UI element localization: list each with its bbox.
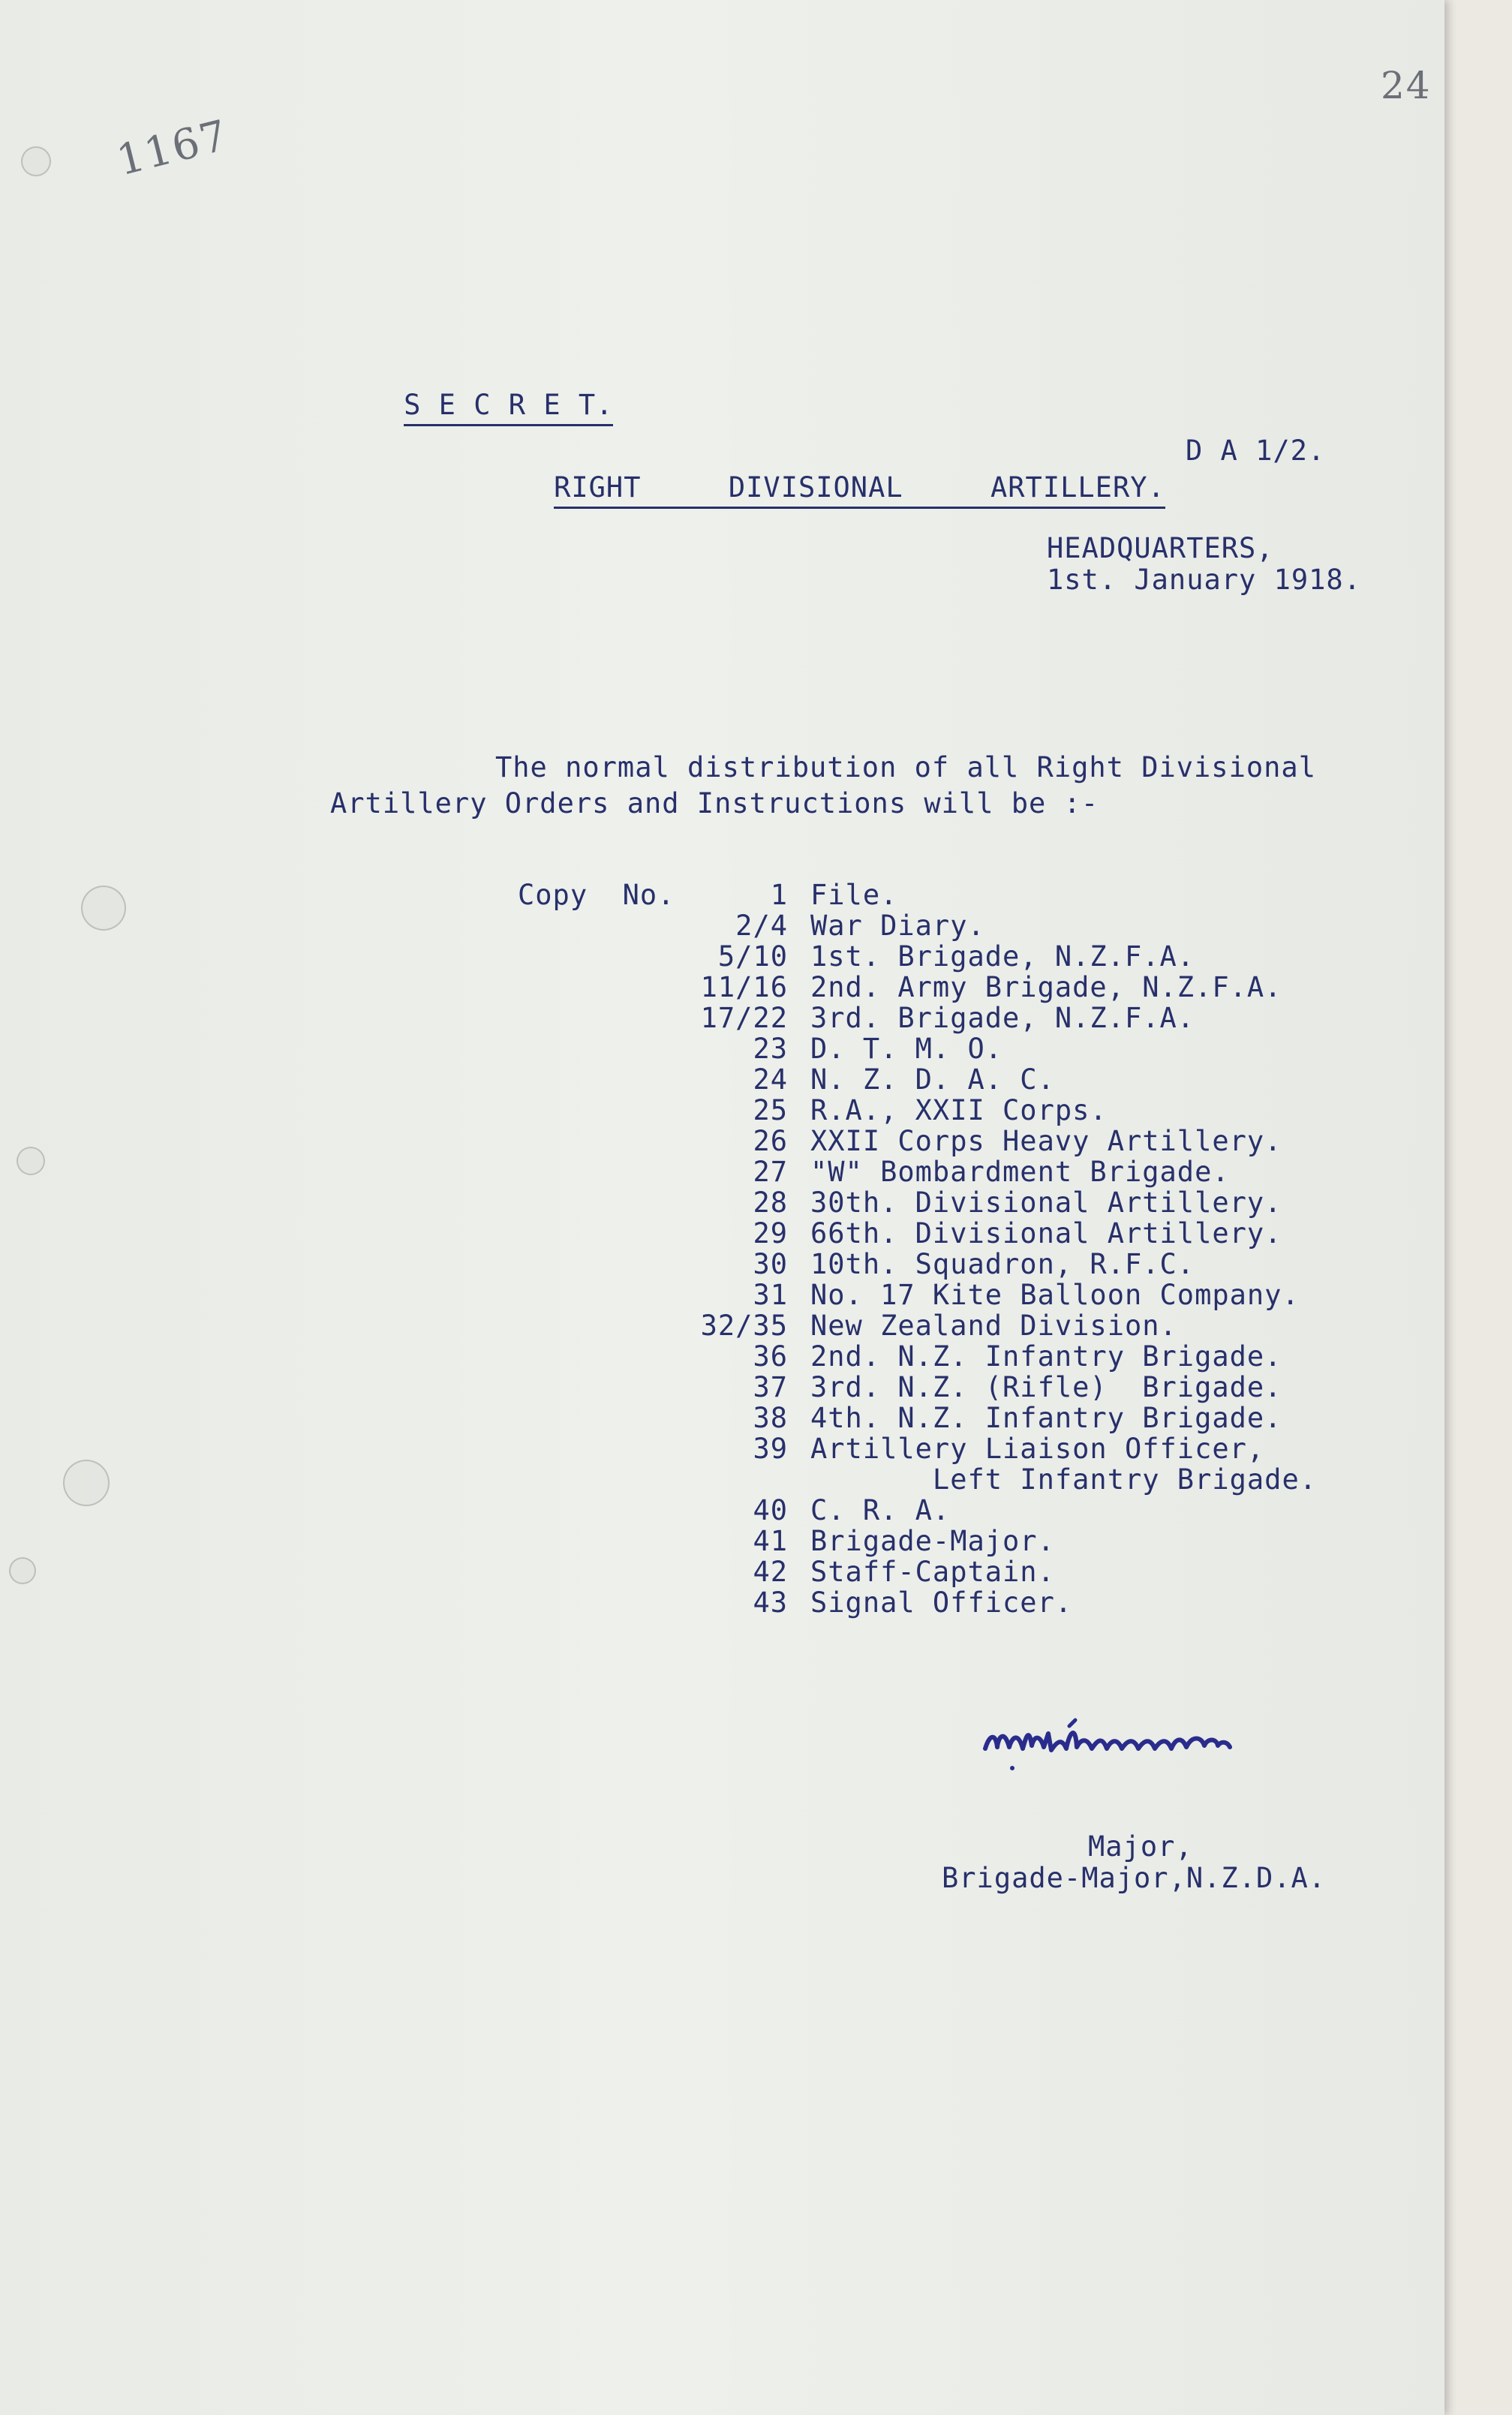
list-item <box>660 1587 1317 1618</box>
recipient: Artillery Liaison Officer, <box>810 1433 1265 1465</box>
recipient: Staff-Captain. <box>810 1556 1055 1588</box>
copy-number-label: Copy No. <box>518 879 675 911</box>
handwritten-signature <box>979 1704 1264 1786</box>
copy-number: 29 <box>753 1217 788 1250</box>
archive-number-stamp: 1167 <box>112 110 234 186</box>
list-item <box>660 1218 1317 1249</box>
list-item <box>660 910 1317 941</box>
list-item <box>660 1372 1317 1403</box>
copy-number: 36 <box>753 1340 788 1373</box>
recipient: C. R. A. <box>810 1494 951 1526</box>
copy-number: 5/10 <box>717 940 788 973</box>
intro-line-2: Artillery Orders and Instructions will be :- <box>330 787 1099 820</box>
recipient: 3rd. N.Z. (Rifle) Brigade. <box>810 1371 1282 1403</box>
copy-number: 43 <box>753 1586 788 1619</box>
copy-number: 28 <box>753 1186 788 1219</box>
recipient: 2nd. Army Brigade, N.Z.F.A. <box>810 971 1282 1003</box>
list-item <box>660 1464 1317 1495</box>
recipient: No. 17 Kite Balloon Company. <box>810 1279 1300 1311</box>
unit-title: RIGHT DIVISIONAL ARTILLERY. <box>554 471 1165 509</box>
recipient: 30th. Divisional Artillery. <box>810 1186 1282 1219</box>
list-item <box>660 1187 1317 1218</box>
classification-text: S E C R E T. <box>404 389 613 426</box>
punch-hole <box>9 1557 36 1584</box>
list-item <box>660 1064 1317 1095</box>
signatory-title: Brigade-Major,N.Z.D.A. <box>942 1862 1327 1894</box>
copy-number: 38 <box>753 1402 788 1434</box>
copy-number: 27 <box>753 1156 788 1188</box>
location-line: HEADQUARTERS, <box>1047 532 1274 564</box>
intro-line-1: The normal distribution of all Right Divisional <box>495 751 1316 783</box>
recipient: 2nd. N.Z. Infantry Brigade. <box>810 1340 1282 1373</box>
recipient: File. <box>810 879 898 911</box>
copy-number <box>660 1464 810 1495</box>
list-item <box>660 972 1317 1003</box>
recipient: XXII Corps Heavy Artillery. <box>810 1125 1282 1157</box>
recipient: Signal Officer. <box>810 1586 1073 1619</box>
recipient: 66th. Divisional Artillery. <box>810 1217 1282 1250</box>
copy-number: 40 <box>753 1494 788 1526</box>
list-item <box>660 1526 1317 1556</box>
list-item <box>660 1280 1317 1310</box>
punch-hole <box>63 1460 110 1506</box>
copy-number: 31 <box>753 1279 788 1311</box>
unit-heading <box>484 441 1165 534</box>
list-item <box>660 1249 1317 1280</box>
list-item <box>660 1556 1317 1587</box>
copy-number: 39 <box>753 1433 788 1465</box>
list-item <box>660 1310 1317 1341</box>
recipient: War Diary. <box>810 910 985 942</box>
copy-number: 2/4 <box>735 910 788 942</box>
recipient: D. T. M. O. <box>810 1033 1003 1065</box>
list-item <box>660 1003 1317 1033</box>
recipient: Brigade-Major. <box>810 1525 1055 1557</box>
copy-number: 11/16 <box>700 971 788 1003</box>
copy-number: 1 <box>770 879 788 911</box>
folio-number: 24 <box>1381 64 1432 107</box>
copy-number: 32/35 <box>700 1310 788 1342</box>
recipient: 10th. Squadron, R.F.C. <box>810 1248 1195 1280</box>
list-item <box>660 1126 1317 1156</box>
recipient: N. Z. D. A. C. <box>810 1063 1055 1096</box>
copy-number: 26 <box>753 1125 788 1157</box>
copy-number: 30 <box>753 1248 788 1280</box>
recipient: Left Infantry Brigade. <box>810 1463 1318 1496</box>
copy-number: 23 <box>753 1033 788 1065</box>
copy-number: 42 <box>753 1556 788 1588</box>
copy-number: 24 <box>753 1063 788 1096</box>
recipient: 3rd. Brigade, N.Z.F.A. <box>810 1002 1195 1034</box>
recipient: R.A., XXII Corps. <box>810 1094 1108 1126</box>
classification-heading <box>334 359 613 451</box>
list-item <box>660 1341 1317 1372</box>
list-item <box>660 1433 1317 1464</box>
copy-number: 37 <box>753 1371 788 1403</box>
date-line: 1st. January 1918. <box>1047 564 1361 596</box>
recipient: "W" Bombardment Brigade. <box>810 1156 1230 1188</box>
list-item <box>660 1403 1317 1433</box>
copy-number: 41 <box>753 1525 788 1557</box>
signatory-rank: Major, <box>1088 1830 1193 1863</box>
list-item <box>660 941 1317 972</box>
punch-hole <box>17 1147 45 1175</box>
list-item <box>660 1095 1317 1126</box>
recipient: 4th. N.Z. Infantry Brigade. <box>810 1402 1282 1434</box>
list-item <box>660 880 1317 910</box>
punch-hole <box>81 886 126 931</box>
list-item <box>660 1156 1317 1187</box>
recipient: New Zealand Division. <box>810 1310 1177 1342</box>
list-item <box>660 1495 1317 1526</box>
distribution-list <box>660 880 1317 1618</box>
list-item <box>660 1033 1317 1064</box>
copy-number: 25 <box>753 1094 788 1126</box>
recipient: 1st. Brigade, N.Z.F.A. <box>810 940 1195 973</box>
document-reference: D A 1/2. <box>1186 435 1326 467</box>
punch-hole <box>21 146 51 176</box>
copy-number: 17/22 <box>700 1002 788 1034</box>
